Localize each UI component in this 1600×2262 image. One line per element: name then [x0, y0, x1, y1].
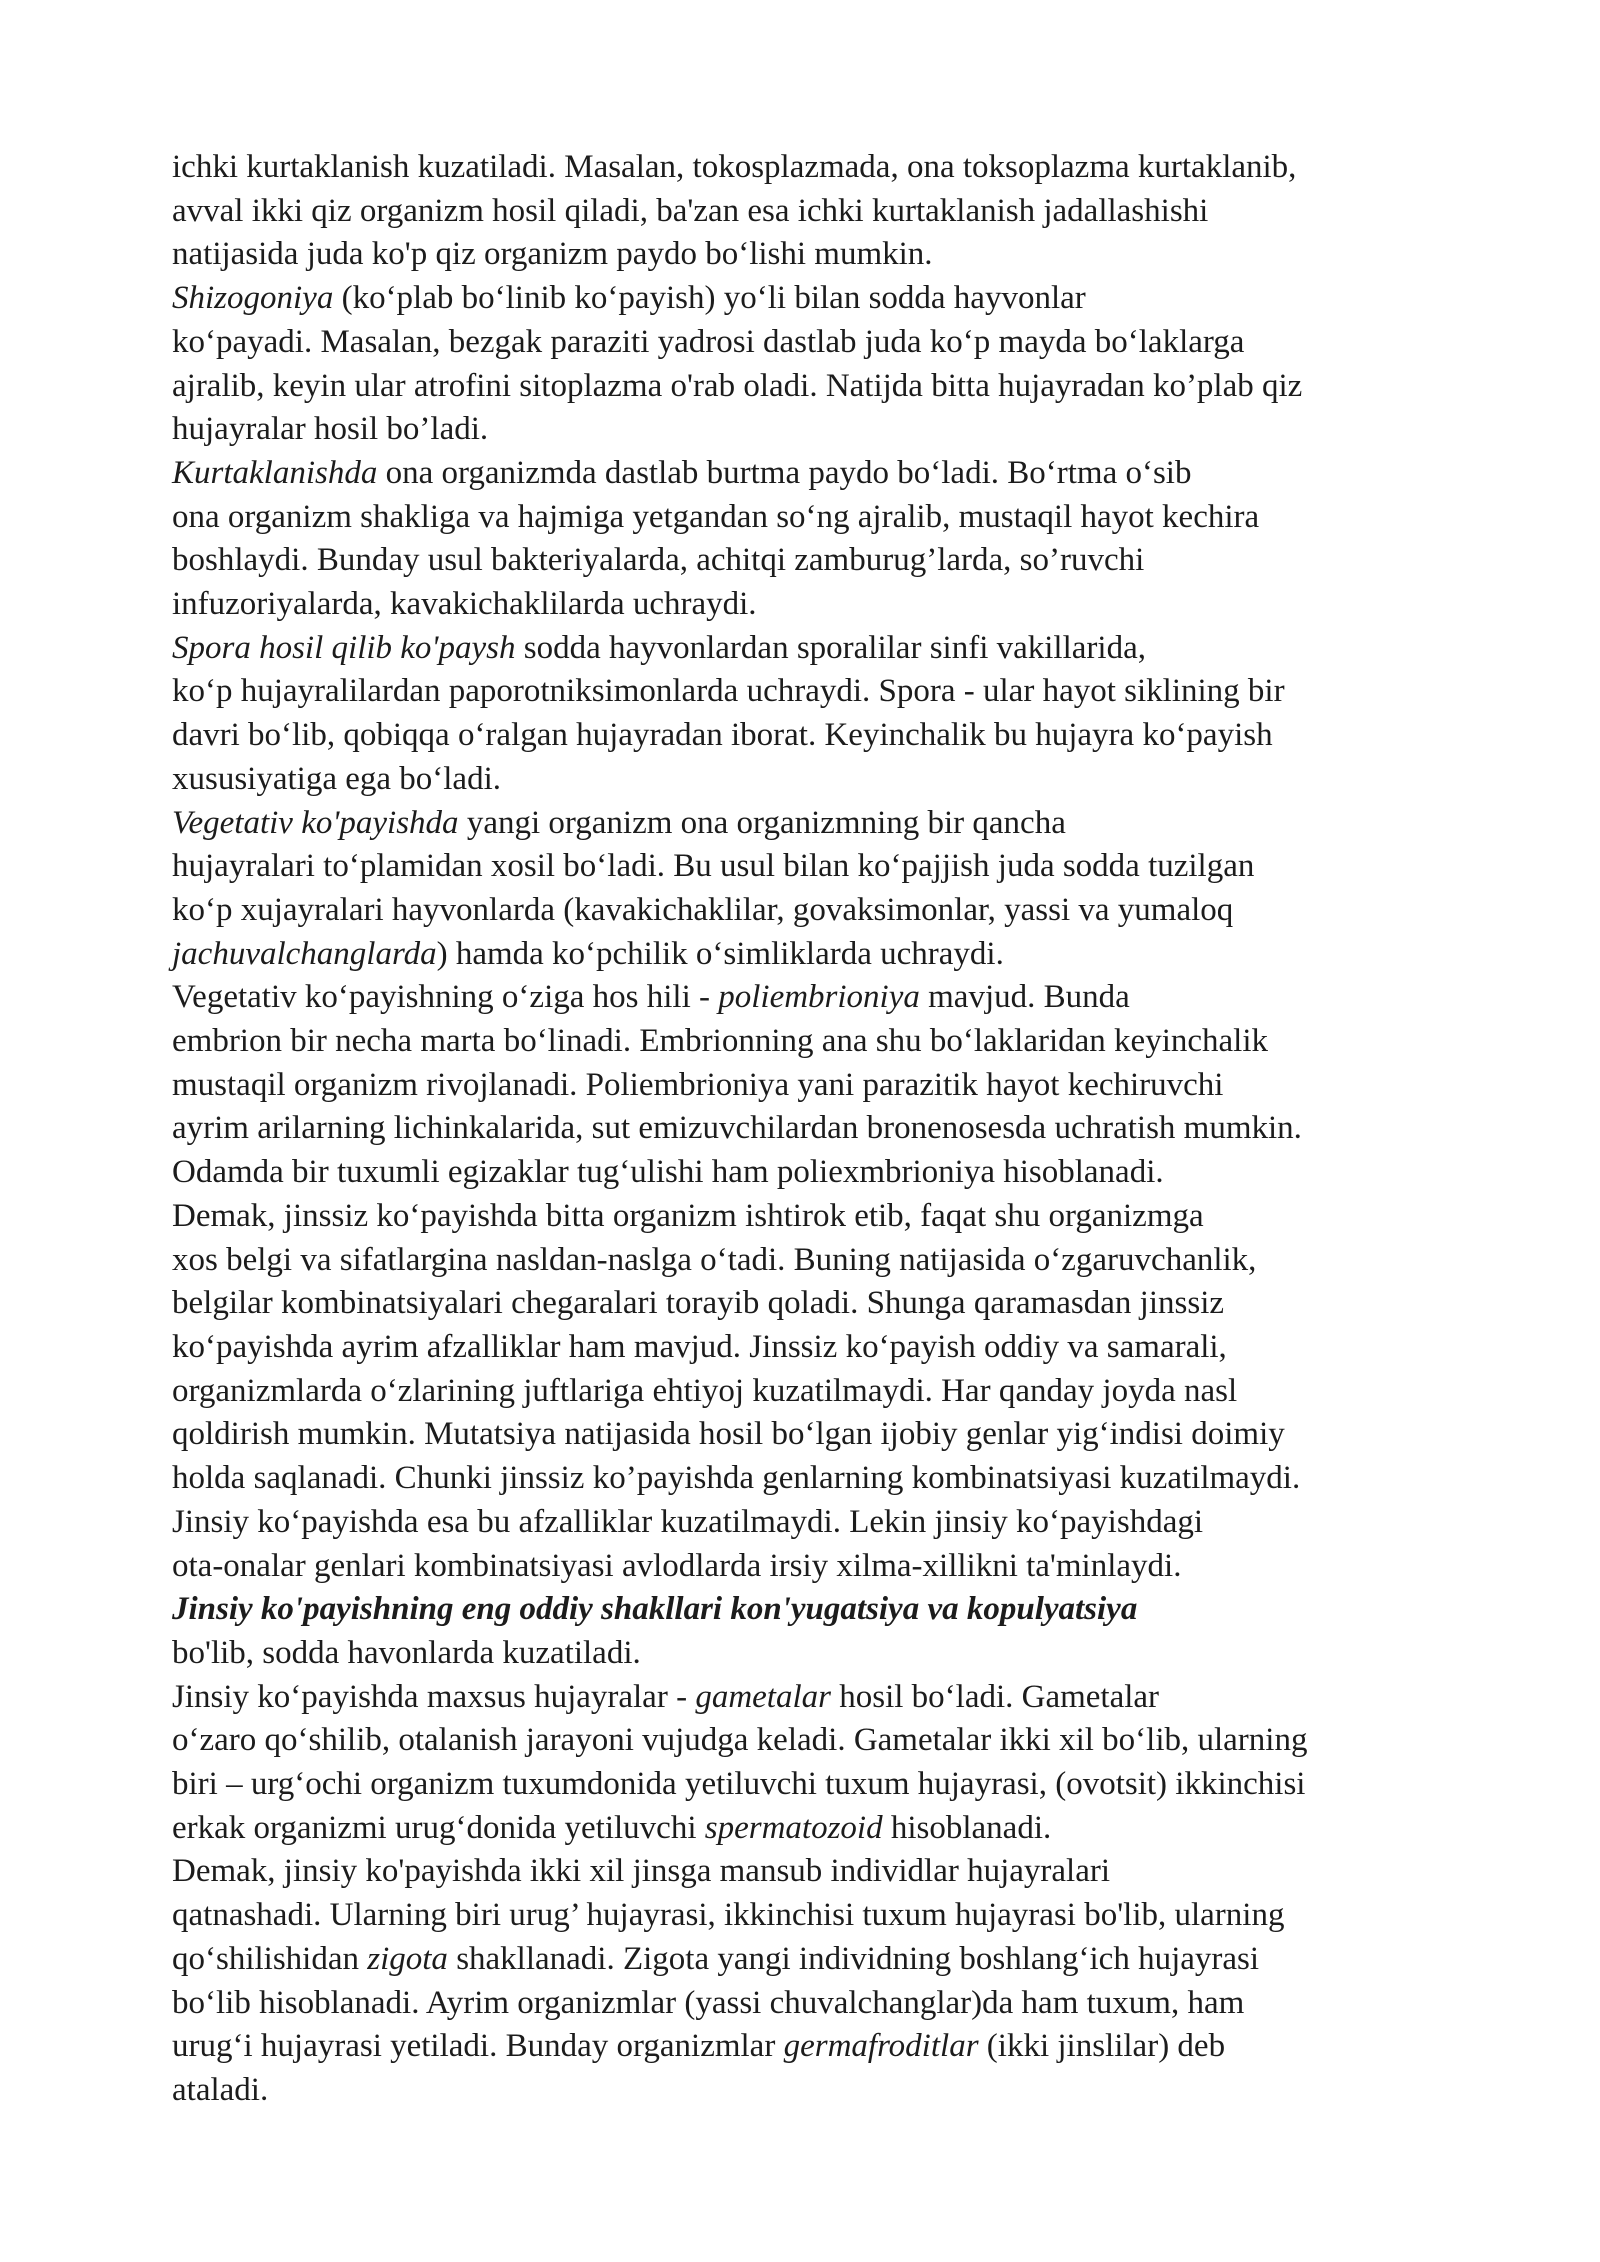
- italic-term: Kurtaklanishda: [172, 454, 378, 491]
- text-segment: sodda hayvonlardan sporalilar sinfi vakillarida,: [515, 629, 1146, 666]
- italic-term: gametalar: [695, 1678, 831, 1715]
- text-segment: (ikki jinslilar) deb: [978, 2028, 1226, 2065]
- text-segment: urug‘i hujayrasi yetiladi. Bunday organizmlar: [172, 2028, 784, 2065]
- text-segment: boshlaydi. Bunday usul bakteriyalarda, achitqi zamburug’larda, so’ruvchi: [172, 542, 1145, 579]
- italic-term: poliembrioniya: [718, 979, 920, 1016]
- text-line: [172, 627, 1472, 671]
- text-segment: yangi organizm ona organizmning bir qancha: [458, 804, 1066, 841]
- text-line: [172, 2025, 1472, 2069]
- text-line: [172, 1632, 1472, 1676]
- text-line: [172, 1894, 1472, 1938]
- text-segment: Odamda bir tuxumli egizaklar tug‘ulishi ham poliexmbrioniya hisoblanadi.: [172, 1154, 1164, 1191]
- text-segment: avval ikki qiz organizm hosil qiladi, ba'zan esa ichki kurtaklanish jadallashishi: [172, 192, 1209, 229]
- text-segment: ayrim arilarning lichinkalarida, sut emizuvchilardan bronenosesda uchratish mumkin.: [172, 1110, 1302, 1147]
- text-segment: embrion bir necha marta bo‘linadi. Embrionning ana shu bo‘laklaridan keyinchalik: [172, 1023, 1268, 1060]
- text-line: [172, 321, 1472, 365]
- text-segment: hisoblanadi.: [882, 1809, 1052, 1846]
- text-line: [172, 1326, 1472, 1370]
- text-segment: hosil bo‘ladi. Gametalar: [830, 1678, 1160, 1715]
- text-segment: organizmlarda o‘zlarining juftlariga ehtiyoj kuzatilmaydi. Har qanday joyda nasl: [172, 1372, 1238, 1409]
- text-segment: ona organizmda dastlab burtma paydo bo‘ladi. Bo‘rtma o‘sib: [377, 454, 1192, 491]
- text-segment: xos belgi va sifatlargina nasldan-naslga o‘tadi. Buning natijasida o‘zgaruvchanlik,: [172, 1241, 1257, 1278]
- text-line: [172, 802, 1472, 846]
- text-segment: mavjud. Bunda: [919, 979, 1130, 1016]
- text-line: [172, 976, 1472, 1020]
- text-line: [172, 496, 1472, 540]
- text-segment: biri – urg‘ochi organizm tuxumdonida yetiluvchi tuxum hujayrasi, (ovotsit) ikkinchisi: [172, 1766, 1306, 1803]
- italic-term: Vegetativ ko'payishda: [172, 804, 459, 841]
- text-line: [172, 1676, 1472, 1720]
- text-segment: ko‘p hujayralilardan paporotniksimonlarda uchraydi. Spora - ular hayot siklining bir: [172, 673, 1285, 710]
- text-line: [172, 1064, 1472, 1108]
- text-line: [172, 1719, 1472, 1763]
- text-line: [172, 452, 1472, 496]
- text-line: [172, 933, 1472, 977]
- text-line: [172, 1763, 1472, 1807]
- text-segment: hujayralar hosil bo’ladi.: [172, 411, 489, 448]
- text-line: [172, 1151, 1472, 1195]
- text-segment: holda saqlanadi. Chunki jinssiz ko’payishda genlarning kombinatsiyasi kuzatilmaydi.: [172, 1460, 1301, 1497]
- text-segment: hujayralari to‘plamidan xosil bo‘ladi. Bu usul bilan ko‘pajjish juda sodda tuzilgan: [172, 848, 1255, 885]
- document-page: [172, 146, 1472, 2113]
- text-line: [172, 1938, 1472, 1982]
- italic-term: germafroditlar: [783, 2028, 979, 2065]
- text-line: [172, 1282, 1472, 1326]
- text-segment: bo'lib, sodda havonlarda kuzatiladi.: [172, 1634, 641, 1671]
- text-line: [172, 190, 1472, 234]
- text-segment: qo‘shilishidan: [172, 1940, 368, 1977]
- text-line: [172, 277, 1472, 321]
- text-line: [172, 670, 1472, 714]
- text-segment: ko‘payadi. Masalan, bezgak paraziti yadrosi dastlab juda ko‘p mayda bo‘laklarga: [172, 323, 1245, 360]
- text-segment: ) hamda ko‘pchilik o‘simliklarda uchraydi.: [436, 935, 1004, 972]
- text-segment: Jinsiy ko‘payishda esa bu afzalliklar kuzatilmaydi. Lekin jinsiy ko‘payishdagi: [172, 1503, 1204, 1540]
- text-segment: mustaqil organizm rivojlanadi. Poliembrioniya yani parazitik hayot kechiruvchi: [172, 1066, 1224, 1103]
- text-segment: ota-onalar genlari kombinatsiyasi avlodlarda irsiy xilma-xillikni ta'minlaydi.: [172, 1547, 1182, 1584]
- text-line: [172, 1850, 1472, 1894]
- text-line: [172, 1413, 1472, 1457]
- text-segment: davri bo‘lib, qobiqqa o‘ralgan hujayradan iborat. Keyinchalik bu hujayra ko‘payish: [172, 717, 1273, 754]
- text-line: [172, 1239, 1472, 1283]
- text-segment: ko‘payishda ayrim afzalliklar ham mavjud. Jinssiz ko‘payish oddiy va samarali,: [172, 1328, 1227, 1365]
- italic-term: zigota: [367, 1940, 448, 1977]
- text-line: [172, 233, 1472, 277]
- text-line: [172, 845, 1472, 889]
- text-segment: Demak, jinssiz ko‘payishda bitta organizm ishtirok etib, faqat shu organizmga: [172, 1197, 1204, 1234]
- text-line: [172, 1195, 1472, 1239]
- text-line: [172, 2069, 1472, 2113]
- text-segment: ona organizm shakliga va hajmiga yetgandan so‘ng ajralib, mustaqil hayot kechira: [172, 498, 1260, 535]
- text-line: [172, 1807, 1472, 1851]
- text-segment: Jinsiy ko‘payishda maxsus hujayralar -: [172, 1678, 696, 1715]
- text-segment: shakllanadi. Zigota yangi individning boshlang‘ich hujayrasi: [447, 1940, 1260, 1977]
- text-line: [172, 583, 1472, 627]
- text-segment: ajralib, keyin ular atrofini sitoplazma o'rab oladi. Natijda bitta hujayradan ko’plab qiz: [172, 367, 1303, 404]
- text-line: [172, 1588, 1472, 1632]
- text-line: [172, 714, 1472, 758]
- text-line: [172, 1020, 1472, 1064]
- text-segment: xususiyatiga ega bo‘ladi.: [172, 760, 502, 797]
- bold-italic-heading: Jinsiy ko'payishning eng oddiy shakllari kon'yugatsiya va kopulyatsiya: [172, 1591, 1138, 1628]
- text-segment: erkak organizmi urug‘donida yetiluvchi: [172, 1809, 705, 1846]
- text-line: [172, 1545, 1472, 1589]
- text-segment: ichki kurtaklanish kuzatiladi. Masalan, tokosplazmada, ona toksoplazma kurtaklanib,: [172, 149, 1297, 185]
- text-line: [172, 365, 1472, 409]
- text-segment: Vegetativ ko‘payishning o‘ziga hos hili -: [172, 979, 719, 1016]
- text-segment: bo‘lib hisoblanadi. Ayrim organizmlar (yassi chuvalchanglar)da ham tuxum, ham: [172, 1984, 1245, 2021]
- text-segment: ko‘p xujayralari hayvonlarda (kavakichaklilar, govaksimonlar, yassi va yumaloq: [172, 891, 1234, 928]
- italic-term: Spora hosil qilib ko'paysh: [172, 629, 516, 666]
- text-line: [172, 408, 1472, 452]
- text-line: [172, 146, 1472, 190]
- text-segment: o‘zaro qo‘shilib, otalanish jarayoni vujudga keladi. Gametalar ikki xil bo‘lib, ularning: [172, 1722, 1308, 1759]
- text-segment: infuzoriyalarda, kavakichaklilarda uchraydi.: [172, 586, 757, 623]
- text-line: [172, 1370, 1472, 1414]
- text-line: [172, 1982, 1472, 2026]
- text-segment: belgilar kombinatsiyalari chegaralari torayib qoladi. Shunga qaramasdan jinssiz: [172, 1285, 1225, 1322]
- text-line: [172, 1457, 1472, 1501]
- text-segment: qatnashadi. Ularning biri urug’ hujayrasi, ikkinchisi tuxum hujayrasi bo'lib, ularning: [172, 1897, 1285, 1934]
- text-line: [172, 1501, 1472, 1545]
- text-line: [172, 889, 1472, 933]
- text-line: [172, 1107, 1472, 1151]
- text-line: [172, 539, 1472, 583]
- text-line: [172, 758, 1472, 802]
- italic-term: jachuvalchanglarda: [172, 935, 437, 972]
- text-segment: ataladi.: [172, 2071, 269, 2108]
- text-segment: (ko‘plab bo‘linib ko‘payish) yo‘li bilan sodda hayvonlar: [333, 280, 1086, 317]
- text-segment: natijasida juda ko'p qiz organizm paydo bo‘lishi mumkin.: [172, 236, 933, 273]
- text-segment: qoldirish mumkin. Mutatsiya natijasida hosil bo‘lgan ijobiy genlar yig‘indisi doimiy: [172, 1416, 1285, 1453]
- italic-term: Shizogoniya: [172, 280, 334, 317]
- text-segment: Demak, jinsiy ko'payishda ikki xil jinsga mansub individlar hujayralari: [172, 1853, 1111, 1890]
- italic-term: spermatozoid: [704, 1809, 883, 1846]
